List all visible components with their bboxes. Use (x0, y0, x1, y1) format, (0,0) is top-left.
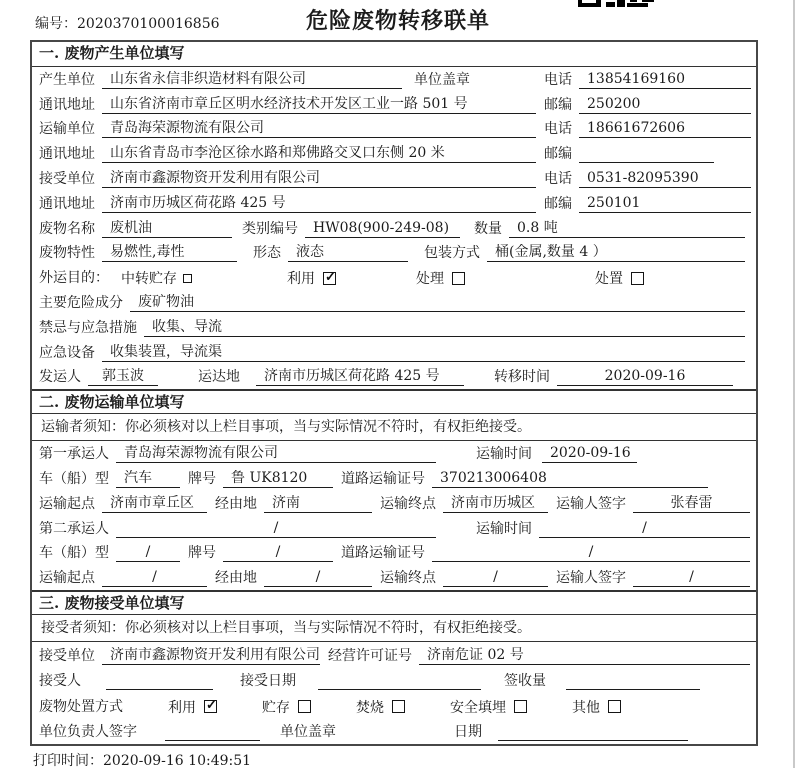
accept-date-label: 接受日期 (240, 673, 296, 690)
carrier-sign-label: 运输人签字 (556, 570, 626, 587)
acceptor-label: 接受人 (39, 673, 81, 690)
shipper-label: 发运人 (39, 369, 81, 386)
row-producer (32, 67, 756, 92)
row-emergency-equipment (32, 340, 756, 365)
row-vehicle-1 (32, 466, 756, 491)
route-start-field: 济南市章丘区 (102, 495, 207, 513)
producer-phone-label: 电话 (544, 71, 572, 88)
route-start-field: / (102, 569, 207, 587)
second-carrier-label: 第二承运人 (39, 520, 109, 537)
checkbox-icon (204, 700, 217, 713)
receiver-zip-field: 250101 (579, 195, 751, 213)
road-permit-label: 道路运输证号 (341, 545, 425, 562)
checkbox-icon (631, 272, 644, 285)
producer-zip-field: 250200 (579, 96, 751, 114)
purpose-option-utilize (287, 268, 336, 288)
section-3-header: 三. 废物接受单位填写 (32, 590, 756, 615)
row-emergency-measures (32, 315, 756, 340)
acceptor-notice: 接受者须知：你必须核对以上栏目事项，当与实际情况不符时，有权拒绝接受。 (32, 615, 756, 642)
route-end-label: 运输终点 (380, 570, 436, 587)
packing-field: 桶(金属,数量 4 ） (487, 244, 745, 262)
disposal-method-label: 废物处置方式 (39, 698, 123, 715)
receiver-address-label: 通讯地址 (39, 195, 95, 212)
producer-phone-field: 13854169160 (579, 71, 751, 89)
transport-time-label: 运输时间 (476, 446, 532, 463)
receiver-phone-label: 电话 (544, 170, 572, 187)
first-carrier-field: 青岛海荣源物流有限公司 (116, 445, 436, 463)
emergency-measures-field: 收集、导流 (144, 319, 745, 337)
received-qty-field (566, 689, 700, 690)
option-label: 安全填埋 (450, 699, 506, 716)
transporter-zip-field (579, 162, 714, 163)
vehicle-type-field: 汽车 (116, 470, 180, 488)
option-label: 利用 (287, 271, 315, 288)
road-permit-field: 370213006408 (432, 470, 708, 488)
route-via-label: 经由地 (215, 570, 257, 587)
row-accepting-unit (32, 642, 756, 668)
checkbox-icon (608, 700, 621, 713)
receiver-phone-field: 0531-82095390 (579, 170, 751, 188)
checkbox-icon (452, 272, 465, 285)
row-disposal-method (32, 693, 756, 719)
plate-field: 鲁 UK8120 (223, 470, 333, 488)
row-acceptor (32, 668, 756, 694)
transport-time-label: 运输时间 (476, 520, 532, 537)
checkbox-icon (323, 272, 336, 285)
checkbox-icon (183, 274, 192, 283)
shipper-name-field: 郭玉波 (88, 368, 158, 386)
route-via-field: / (264, 569, 372, 587)
checkbox-icon (392, 700, 405, 713)
row-vehicle-2 (32, 541, 756, 566)
checkbox-icon (514, 700, 527, 713)
transporter-address-label: 通讯地址 (39, 146, 95, 163)
section-2-header: 二. 废物运输单位填写 (32, 389, 756, 414)
row-transporter-address (32, 141, 756, 166)
date-field (498, 740, 688, 741)
license-label: 经营许可证号 (328, 647, 412, 664)
row-route-2 (32, 565, 756, 590)
serial-value: 2020370100016856 (77, 16, 220, 32)
row-producer-address (32, 92, 756, 117)
transporter-address-field: 山东省青岛市李沧区徐水路和郑佛路交叉口东侧 20 米 (102, 145, 536, 163)
route-via-field: 济南 (264, 495, 372, 513)
option-label: 其他 (572, 699, 600, 716)
row-second-carrier (32, 516, 756, 541)
waste-name-field: 废机油 (102, 220, 232, 238)
transport-time-field: 2020-09-16 (542, 445, 637, 463)
row-waste-properties (32, 241, 756, 266)
disposal-option-store (262, 697, 311, 717)
print-time-label: 打印时间： (33, 753, 103, 768)
route-start-label: 运输起点 (39, 495, 95, 512)
waste-code-field: HW08(900-249-08) (305, 220, 460, 238)
plate-label: 牌号 (188, 545, 216, 562)
row-first-carrier (32, 441, 756, 466)
transfer-time-label: 转移时间 (494, 369, 550, 386)
vehicle-type-label: 车（船）型 (39, 470, 109, 487)
row-receiver-address (32, 191, 756, 216)
producer-zip-label: 邮编 (544, 96, 572, 113)
row-waste-name (32, 216, 756, 241)
manifest-form-table (30, 40, 758, 746)
purpose-option-transfer-storage (121, 268, 192, 288)
row-receiver (32, 166, 756, 191)
hazard-field: 废矿物油 (130, 294, 745, 312)
route-end-label: 运输终点 (380, 495, 436, 512)
accept-date-field (318, 689, 481, 690)
disposal-option-landfill (450, 697, 527, 717)
row-transfer-purpose (32, 265, 756, 290)
option-label: 贮存 (262, 699, 290, 716)
waste-qty-field: 0.8 吨 (509, 220, 745, 238)
option-label: 处理 (416, 271, 444, 288)
license-field: 济南危证 02 号 (419, 647, 750, 665)
option-label: 处置 (595, 271, 623, 288)
print-time (33, 750, 251, 768)
received-qty-label: 签收量 (504, 673, 546, 690)
purpose-option-dispose (595, 268, 644, 288)
waste-props-label: 废物特性 (39, 245, 95, 262)
window-right-edge-line (793, 0, 795, 768)
transporter-zip-label: 邮编 (544, 146, 572, 163)
carrier-sign-label: 运输人签字 (556, 495, 626, 512)
transporter-phone-field: 18661672606 (579, 120, 751, 138)
transport-time-field: / (539, 520, 750, 538)
row-route-1 (32, 491, 756, 516)
receiver-zip-label: 邮编 (544, 195, 572, 212)
producer-value-field: 山东省永信非织造材料有限公司 (102, 71, 402, 89)
section-1-header: 一. 废物产生单位填写 (32, 42, 756, 67)
plate-field: / (223, 544, 333, 562)
vehicle-type-field: / (116, 544, 180, 562)
acceptor-field (106, 689, 213, 690)
emergency-equipment-label: 应急设备 (39, 344, 95, 361)
waste-props-field: 易燃性,毒性 (102, 244, 237, 262)
route-start-label: 运输起点 (39, 570, 95, 587)
road-permit-field: / (432, 544, 750, 562)
unit-seal-label: 单位盖章 (280, 724, 336, 741)
option-label: 中转贮存 (121, 271, 177, 288)
vehicle-type-label: 车（船）型 (39, 545, 109, 562)
purpose-label: 外运目的： (39, 270, 109, 287)
transporter-phone-label: 电话 (544, 121, 572, 138)
emergency-equipment-field: 收集装置，导流渠 (102, 344, 745, 362)
producer-label: 产生单位 (39, 71, 95, 88)
destination-label: 运达地 (198, 369, 240, 386)
second-carrier-field: / (116, 520, 436, 538)
serial-label: 编号： (35, 16, 77, 32)
waste-form-label: 形态 (253, 245, 281, 262)
road-permit-label: 道路运输证号 (341, 470, 425, 487)
packing-label: 包装方式 (424, 245, 480, 262)
producer-address-field: 山东省济南市章丘区明水经济技术开发区工业一路 501 号 (102, 96, 536, 114)
route-end-field: / (443, 569, 548, 587)
row-shipper (32, 365, 756, 390)
waste-code-label: 类别编号 (242, 220, 298, 237)
route-via-label: 经由地 (215, 495, 257, 512)
waste-qty-label: 数量 (474, 220, 502, 237)
accepting-unit-field: 济南市鑫源物资开发利用有限公司 (102, 647, 320, 665)
unit-seal-label: 单位盖章 (414, 71, 470, 88)
page-title: 危险废物转移联单 (305, 8, 490, 34)
disposal-option-incinerate (356, 697, 405, 717)
emergency-measures-label: 禁忌与应急措施 (39, 319, 137, 336)
print-time-value: 2020-09-16 10:49:51 (103, 753, 252, 768)
route-end-field: 济南市历城区 (443, 495, 548, 513)
disposal-option-other (572, 697, 621, 717)
waste-name-label: 废物名称 (39, 220, 95, 237)
receiver-value-field: 济南市鑫源物资开发利用有限公司 (102, 170, 536, 188)
disposal-option-utilize (168, 697, 217, 717)
receiver-address-field: 济南市历城区荷花路 425 号 (102, 195, 536, 213)
option-label: 利用 (168, 699, 196, 716)
carrier-sign-field: 张春雷 (633, 495, 750, 513)
waste-form-field: 液态 (288, 244, 408, 262)
transporter-value-field: 青岛海荣源物流有限公司 (102, 120, 536, 138)
carrier-sign-field: / (633, 569, 750, 587)
responsible-sign-label: 单位负责人签字 (39, 724, 137, 741)
row-hazard-components (32, 290, 756, 315)
receiver-label: 接受单位 (39, 170, 95, 187)
destination-field: 济南市历城区荷花路 425 号 (256, 368, 464, 386)
qr-code-fragment (578, 0, 656, 8)
option-label: 焚烧 (356, 699, 384, 716)
accepting-unit-label: 接受单位 (39, 647, 95, 664)
producer-address-label: 通讯地址 (39, 96, 95, 113)
plate-label: 牌号 (188, 470, 216, 487)
carrier-notice: 运输者须知：你必须核对以上栏目事项，当与实际情况不符时，有权拒绝接受。 (32, 414, 756, 441)
first-carrier-label: 第一承运人 (39, 446, 109, 463)
checkbox-icon (298, 700, 311, 713)
row-transporter (32, 117, 756, 142)
purpose-option-treat (416, 268, 465, 288)
row-responsible-sign (32, 719, 756, 745)
hazard-label: 主要危险成分 (39, 294, 123, 311)
date-label: 日期 (454, 724, 482, 741)
transporter-label: 运输单位 (39, 121, 95, 138)
responsible-sign-field (165, 740, 260, 741)
transfer-time-field: 2020-09-16 (557, 368, 733, 386)
